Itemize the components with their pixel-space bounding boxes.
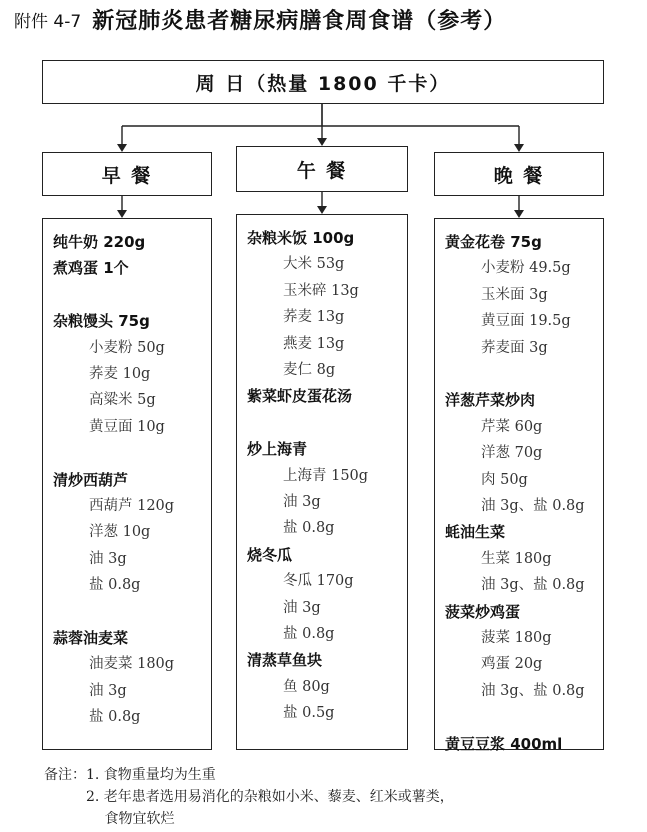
menu-ingredient: 麦仁 8g	[283, 362, 336, 378]
lunch-header-box	[236, 146, 408, 192]
menu-ingredient: 高粱米 5g	[89, 392, 156, 409]
menu-dish: 杂粮馒头 75g	[53, 312, 150, 331]
arrow-lunch-menu-icon	[317, 206, 327, 214]
menu-dish: 黄豆豆浆 400ml	[445, 734, 563, 753]
menu-ingredient: 洋葱 70g	[481, 445, 543, 462]
menu-ingredient: 盐 0.8g	[283, 626, 335, 642]
note-line: 备注：1. 食物重量均为生重	[44, 767, 216, 783]
lunch-menu-box	[236, 214, 408, 750]
menu-ingredient: 油 3g	[283, 494, 321, 510]
menu-ingredient: 盐 0.8g	[89, 709, 141, 726]
menu-ingredient: 油 3g	[283, 599, 321, 616]
menu-ingredient: 小麦粉 50g	[89, 339, 165, 356]
menu-dish: 杂粮米饭 100g	[247, 229, 355, 247]
breakfast-menu-box	[42, 218, 212, 750]
note-line: 2. 老年患者选用易消化的杂粮如小米、藜麦、红米或薯类，	[44, 789, 454, 805]
menu-ingredient: 肉 50g	[481, 471, 528, 488]
arrow-dinner-icon	[514, 144, 524, 152]
menu-ingredient: 荞麦 13g	[283, 309, 345, 326]
menu-dish: 纯牛奶 220g	[53, 233, 146, 251]
menu-dish: 烧冬瓜	[247, 545, 293, 564]
menu-ingredient: 玉米面 3g	[481, 286, 548, 303]
menu-dish: 黄金花卷 75g	[445, 233, 542, 251]
menu-ingredient: 芹菜 60g	[481, 418, 543, 435]
menu-dish: 炒上海青	[247, 440, 308, 459]
menu-ingredient: 大米 53g	[283, 256, 345, 273]
menu-ingredient: 菠菜 180g	[481, 630, 552, 646]
menu-ingredient: 黄豆面 19.5g	[481, 313, 571, 330]
arrow-dinner-menu-icon	[514, 210, 524, 218]
menu-ingredient: 油 3g、盐 0.8g	[481, 682, 585, 699]
menu-ingredient: 上海青 150g	[283, 467, 369, 484]
menu-ingredient: 油 3g、盐 0.8g	[481, 498, 585, 514]
breakfast-header-box	[42, 152, 212, 196]
day-header-label: 周 日（热量 1800 千卡）	[195, 72, 451, 95]
note-line: 食物宜软烂	[44, 811, 175, 827]
menu-ingredient: 冬瓜 170g	[283, 573, 354, 590]
menu-dish: 蒜蓉油麦菜	[53, 629, 129, 647]
menu-dish: 清蒸草鱼块	[247, 651, 323, 670]
menu-ingredient: 油麦菜 180g	[89, 656, 175, 673]
arrow-breakfast-menu-icon	[117, 210, 127, 218]
menu-ingredient: 油 3g	[89, 550, 127, 567]
lunch-header-label: 午 餐	[296, 159, 348, 182]
menu-ingredient: 荞麦面 3g	[481, 339, 548, 356]
menu-ingredient: 洋葱 10g	[89, 524, 151, 541]
menu-ingredient: 鸡蛋 20g	[481, 656, 543, 673]
dinner-header-label: 晚 餐	[493, 164, 545, 187]
menu-ingredient: 盐 0.8g	[283, 520, 335, 537]
title-main: 新冠肺炎患者糖尿病膳食周食谱（参考）	[92, 9, 507, 34]
menu-ingredient: 荞麦 10g	[89, 366, 151, 382]
menu-ingredient: 燕麦 13g	[283, 335, 345, 352]
dinner-menu-box	[434, 218, 604, 753]
title-prefix: 附件 4-7	[14, 12, 82, 32]
menu-dish: 清炒西葫芦	[53, 470, 129, 489]
day-header-box	[42, 60, 604, 104]
menu-ingredient: 西葫芦 120g	[89, 498, 175, 514]
menu-dish: 洋葱芹菜炒肉	[445, 391, 536, 410]
menu-ingredient: 黄豆面 10g	[89, 418, 165, 435]
menu-ingredient: 油 3g、盐 0.8g	[481, 577, 585, 594]
dinner-header-box	[434, 152, 604, 196]
menu-dish: 紫菜虾皮蛋花汤	[247, 387, 353, 406]
menu-ingredient: 油 3g	[89, 682, 127, 699]
menu-ingredient: 生菜 180g	[481, 550, 552, 567]
menu-ingredient: 小麦粉 49.5g	[481, 260, 571, 277]
menu-ingredient: 玉米碎 13g	[283, 282, 359, 299]
menu-ingredient: 鱼 80g	[283, 678, 330, 695]
arrow-breakfast-icon	[117, 144, 127, 152]
notes	[44, 764, 454, 830]
menu-dish: 蚝油生菜	[445, 523, 506, 542]
breakfast-header-label: 早 餐	[101, 164, 153, 187]
menu-dish: 菠菜炒鸡蛋	[445, 602, 521, 621]
menu-ingredient: 盐 0.8g	[89, 577, 141, 594]
menu-dish: 煮鸡蛋 1个	[53, 259, 129, 278]
arrow-lunch-icon	[317, 138, 327, 146]
menu-ingredient: 盐 0.5g	[283, 705, 335, 722]
